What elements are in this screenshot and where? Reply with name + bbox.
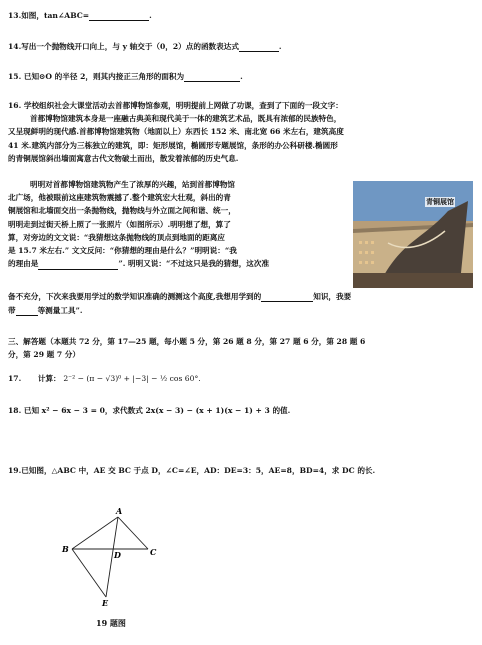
q16-line-5: 的青铜展馆斜出墙面寓意古代文物破土而出，散发着浓郁的历史气息. [8, 153, 239, 163]
section-3-header [8, 335, 466, 361]
segment-ac [118, 517, 148, 549]
q16-wrap-6: 是 15.7 米左右.” 文文反问：“你猜想的理由是什么？”明明说：“我 [8, 246, 237, 256]
q16-reason-blank[interactable] [38, 261, 118, 270]
q16-line-2: 首都博物馆建筑本身是一座融古典美和现代美于一体的建筑艺术品，既具有浓郁的民族特色， [30, 114, 342, 124]
q16-line-a: 备不充分，下次来我要用学过的数学知识准确的测测这个高度,我想用学到的 知识，我要 [8, 292, 352, 301]
q17-label: 计算： [37, 374, 61, 383]
q13: 13.如图，tan∠ABC= . [8, 11, 152, 20]
q16-wrap-3: 铜展馆和北墙面交出一条抛物线，抛物线与外立面之间和谐、统一， [8, 206, 236, 216]
q19-figure [58, 505, 168, 609]
q16-wrap-5: 算，对旁边的文文说：“我猜想这条抛物线的顶点到地面的距离应 [8, 232, 225, 242]
q13-text: 如图，tan∠ABC= [21, 11, 90, 20]
q16-intro [8, 99, 466, 165]
point-label-c: C [150, 547, 157, 557]
q17 [8, 373, 201, 384]
q14-answer-blank[interactable] [239, 43, 279, 52]
q16-line-1: 16. 学校组织社会大课堂活动去首都博物馆参观，明明提前上网做了功课，查到了下面的一段文字： [8, 101, 343, 110]
q16-knowledge-blank[interactable] [261, 293, 313, 302]
q16-wrap-4: 明明走到过街天桥上照了一张照片（如图所示）.明明想了想，算了 [8, 219, 231, 229]
q13-number: 13. [8, 11, 22, 20]
q14: 14.写出一个抛物线开口向上，与 y 轴交于（0，2）点的函数表达式 . [8, 42, 282, 51]
q17-expression: 2⁻² − (π − √3)⁰ + |−3| − ½ cos 60°. [63, 374, 201, 383]
museum-photo [353, 181, 473, 288]
q18-text: 18. 已知 x² − 6x − 3 = 0，求代数式 2x(x − 3) − (x + 1)(x − 1) + 3 的值. [8, 406, 291, 415]
section-3-line-2: 分，第 29 题 7 分） [8, 350, 80, 360]
q13-answer-blank[interactable] [89, 12, 149, 21]
q16-line-b: 带 等测量工具”. [8, 306, 83, 315]
photo-label: 青铜展馆 [426, 197, 454, 206]
q16-wrap-1: 明明对首都博物馆建筑物产生了浓厚的兴趣，站到首都博物馆 [30, 180, 236, 189]
q19 [8, 465, 375, 476]
q16-story [8, 178, 350, 270]
q19-figure-caption: 19 题图 [96, 618, 126, 628]
segment-ab [72, 517, 118, 549]
q14-text: 14.写出一个抛物线开口向上，与 y 轴交于（0，2）点的函数表达式 [8, 42, 239, 51]
point-label-d: D [114, 550, 121, 560]
q16-wrap-2: 北广场，他被眼前这座建筑物震撼了.整个建筑宏大壮观，斜出的青 [8, 193, 231, 203]
q16-tool-blank[interactable] [16, 307, 38, 316]
q15-text: 15. 已知⊙O 的半径 2，则其内接正三角形的面积为 [8, 72, 185, 81]
q18 [8, 405, 290, 416]
section-3-line-1: 三、解答题（本题共 72 分，第 17—25 题，每小题 5 分，第 26 题 8 分，第 27 题 6 分，第 28 题 6 [8, 337, 366, 346]
q16-line-3: 又呈现鲜明的现代感.首都博物馆建筑物（地面以上）东西长 152 米、南北宽 66 米左右，建筑高度 [8, 127, 344, 137]
q15-answer-blank[interactable] [184, 73, 240, 82]
q16-line-4: 41 米.建筑内部分为三栋独立的建筑，即：矩形展馆，椭圆形专题展馆，条形的办公科研楼.椭圆形 [8, 140, 338, 150]
q16-wrap-7: 的理由是 ”. 明明又说：“不过这只是我的猜想，这次准 [8, 257, 350, 270]
point-label-e: E [102, 598, 109, 608]
point-label-a: A [116, 506, 123, 516]
segment-be [72, 549, 106, 597]
q19-text: 19.已知图，△ABC 中，AE 交 BC 于点 D，∠C=∠E，AD：DE=3：5，AE=8，BD=4，求 DC 的长. [8, 466, 376, 475]
point-label-b: B [62, 544, 69, 554]
q17-number: 17. [8, 374, 22, 383]
q15: 15. 已知⊙O 的半径 2，则其内接正三角形的面积为 . [8, 72, 243, 81]
